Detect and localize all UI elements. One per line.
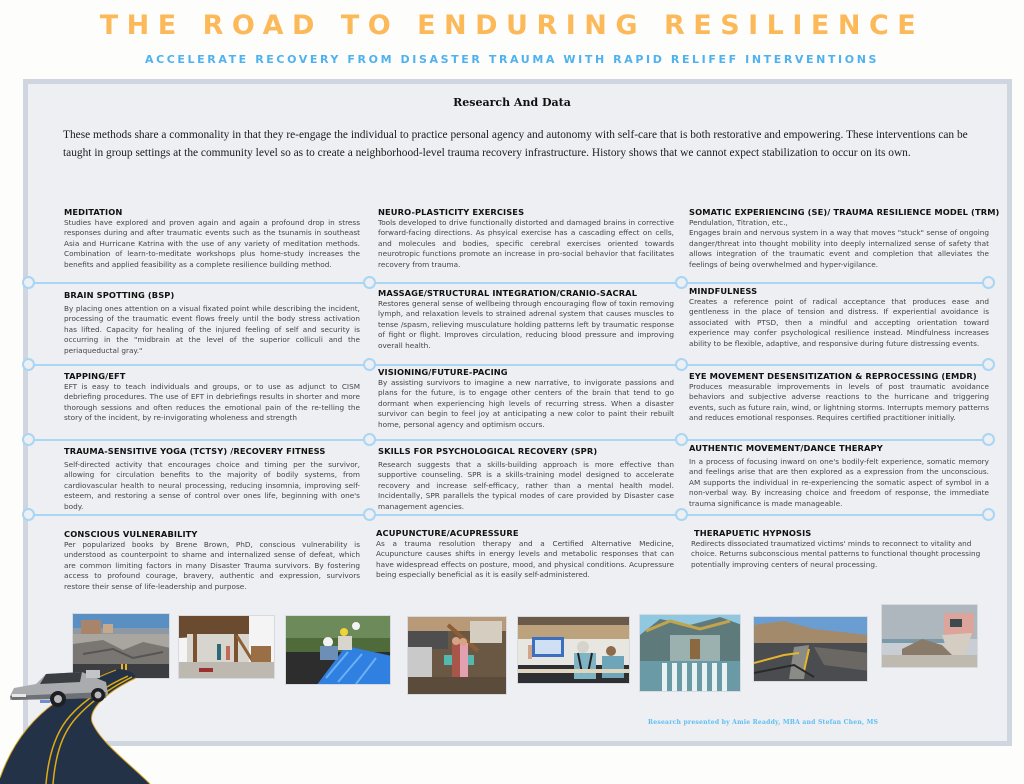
method-title: MEDITATION [64,207,123,217]
method-acupuncture [376,528,674,581]
method-description: By placing ones attention on a visual fixated point while describing the incident, processing of the traumatic event flows freely until the body stress activation has lifted. Capacity for healing of the injured feeling of self and security is occurring in the "midbrain at the level of the superior colliculi and the periaqueductal gray." [64,304,360,355]
method-trauma-sensitive-yoga [64,446,360,512]
timeline-node [22,276,35,289]
timeline-node [363,358,376,371]
couple-debris-image [408,617,507,695]
method-meditation [64,207,360,270]
method-emdr [689,371,989,424]
method-title: ACUPUNCTURE/ACUPRESSURE [376,528,519,538]
method-title: SOMATIC EXPERIENCING (SE)/ TRAUMA RESILIENCE MODEL (TRM) [689,207,1000,217]
method-title: MINDFULNESS [689,286,758,296]
method-description: EFT is easy to teach individuals and groups, or to use as adjunct to CISM debriefing procedures. The use of EFT in debriefings results in shorter and more thorough sessions and often reduces the emotional pain of the re-telling the story of the incident, by re-invigorating wholeness and strength [64,382,360,423]
method-title: MASSAGE/STRUCTURAL INTEGRATION/CRANIO-SACRAL [378,288,638,298]
research-credit: Research presented by Amie Readdy, MBA and Stefan Chen, MS [648,719,879,726]
method-title: BRAIN SPOTTING (BSP) [64,290,175,300]
method-description: Self-directed activity that encourages choice and timing per the survivor, allowing for circulation benefits to the majority of bodily systems, from cardiovascular health to neural processing, reducing insomnia, improving self-esteem, and restoring a sense of control over ones life, beginning with one's body. [64,460,360,511]
photo-beachfront-collapse [881,604,978,668]
classroom-image [518,617,630,684]
intro-paragraph: These methods share a commonality in that they re-engage the individual to practice personal agency and autonomy with self-care that is both restorative and empowering. These interventions can be taught in group settings at the community level so as to create a neighborhood-level trauma recovery infrastructure. History shows that we cannot expect stabilization to occur on its own. [63,129,968,159]
timeline-node [363,433,376,446]
cracked-highway-image [754,617,868,682]
method-description: In a process of focusing inward on one's bodily-felt experience, somatic memory and feelings arise that are then explored as a expression from the unconscious. AM supports the individual in re-experiencing the somatic aspect of symbol in a non-verbal way. By increasing choice and freedom of response, the immediate trauma significance is made manageable. [689,457,989,508]
section-heading: Research And Data [453,96,571,109]
timeline-node [22,358,35,371]
timeline-node [675,358,688,371]
timeline-line-2 [28,364,990,366]
timeline-line-3 [28,439,990,441]
method-description: Produces measurable improvements in levels of post traumatic avoidance behaviors and subjective adverse reactions to the hurricane and triggering events, such as future rain, wind, or lightning storms. Interrupts memory patterns and reduces emotional responses. Requires certified practitioner initially. [689,382,989,423]
method-tapping-eft [64,371,360,424]
method-description: As a trauma resolution therapy and a Certified Alternative Medicine, Acupuncture causes shifts in energy levels and metabolic responses that can have widespread effects on posture, mood, and physical conditions. Acupressure being especially beneficial as it is easily self-administered. [376,539,674,580]
method-title: THERAPUETIC HYPNOSIS [694,528,812,538]
timeline-line-1 [28,282,990,284]
timeline-node [982,358,995,371]
page-title: THE ROAD TO ENDURING RESILIENCE [99,10,925,41]
timeline-node [22,433,35,446]
photo-collapsed-building [639,614,741,692]
method-title: TAPPING/EFT [64,371,126,381]
method-title: VISIONING/FUTURE-PACING [378,367,508,377]
method-visioning [378,367,674,430]
timeline-line-4 [28,514,990,516]
method-subtitle: Pendulation, Titration, etc., [689,218,788,227]
method-authentic-movement [689,443,989,509]
photo-couple-embracing-debris [407,616,507,695]
timeline-node [363,508,376,521]
method-spr [378,446,674,512]
timeline-node [675,433,688,446]
method-massage [378,288,674,351]
method-title: NEURO-PLASTICITY EXERCISES [378,207,525,217]
method-title: EYE MOVEMENT DESENSITIZATION & REPROCESSING (EMDR) [689,371,977,381]
photo-training-classroom [517,616,630,684]
method-neuro-plasticity [378,207,674,270]
photo-workers-blue-tarp-roof [285,615,391,685]
beachfront-collapse-image [882,605,978,668]
blue-tarp-image [286,616,391,685]
method-description: Per popularized books by Brene Brown, PhD, conscious vulnerability is understood as counterpoint to shame and internalized sense of defeat, which are common limiting factors in many Disaster Trauma survivors. By fostering access to profound courage, bravery, authentic and expression, survivors restore their sense of life-leadership and purpose. [64,540,360,591]
method-description: By assisting survivors to imagine a new narrative, to invigorate passions and plans for the future, is to engage other centers of the brain that tend to go dormant when experiencing high levels of recurring stress. When a disaster survivor can begin to feel joy at anticipating a new color to paint their rebuilt home, personal agency and optimism occurs. [378,378,674,429]
timeline-node [363,276,376,289]
photo-cracked-highway [753,616,868,682]
method-brain-spotting [64,290,360,356]
timeline-node [675,508,688,521]
method-description: Research suggests that a skills-building approach is more effective than supportive counseling. SPR is a skills-training model designed to accelerate recovery and increase self-efficacy, rather than a mental health model. Incidentally, SPR parallels the typical modes of care provided by Disaster case management agencies. [378,460,674,511]
method-title: SKILLS FOR PSYCHOLOGICAL RECOVERY (SPR) [378,446,598,456]
method-description: Studies have explored and proven again and again a profound drop in stress responses during and after traumatic events such as the tsunamis in southeast Asia and Hurricane Katrina with the use of any variety of meditation methods. Combination of learn-to-meditate workshops plus home-study increases the benefits and applied feasibility as a complete resilience building method. [64,218,360,269]
method-description: Restores general sense of wellbeing through encouraging flow of toxin removing lymph, and relaxation levels to strained adrenal system that causes muscles to tense /spasm, relieving musculature holding patterns left by traumatic response of fight or flight. Improves circulation, reducing blood pressure and improving overall health. [378,299,674,350]
method-description: Tools developed to drive functionally distorted and damaged brains in corrective forward-facing directions. As phsyical exercise has a cascading effect on cells, and molecules and bodies, specific cerebral exercises oriented towards neurotropic functions promote an increase in pro-social behavior that facilitates recovery from trauma. [378,218,674,269]
method-description: Creates a reference point of radical acceptance that produces ease and gentleness in the place of tension and distress. If experiential avoidance is associated with PTSD, then a mindful and accepting orientation toward experience may confer psychological resilience instead. Mindfulness increases ability to be flexible, adaptive, and responsive during future distressing events. [689,297,989,348]
delorean-car-icon [6,668,110,710]
method-title: TRAUMA-SENSITIVE YOGA (TCTSY) /RECOVERY FITNESS [64,446,326,456]
method-conscious-vulnerability [64,529,360,592]
page-subtitle: ACCELERATE RECOVERY FROM DISASTER TRAUMA WITH RAPID RELIFEF INTERVENTIONS [144,53,880,66]
timeline-node [22,508,35,521]
method-somatic-experiencing [689,207,1000,270]
collapsed-building-image [640,615,741,692]
method-description: Engages brain and nervous system in a way that moves "stuck" sense of ongoing danger/threat into thought mobility into deeply internalized sense of safety that allows integration of the traumatic event and completion that alleviates the feelings of being overwhelmed and hyper-vigilance. [689,228,989,269]
timeline-node [675,276,688,289]
method-description: Redirects dissociated traumatized victims' minds to reconnect to vitality and choice. Returns subconscious mental patterns to functional thought processing potentially improving centers of neural processing. [691,539,981,569]
method-mindfulness [689,286,989,349]
method-therapeutic-hypnosis [691,528,981,570]
road-illustration [0,660,200,784]
method-title: AUTHENTIC MOVEMENT/DANCE THERAPY [689,443,883,453]
timeline-node [982,508,995,521]
method-title: CONSCIOUS VULNERABILITY [64,529,198,539]
